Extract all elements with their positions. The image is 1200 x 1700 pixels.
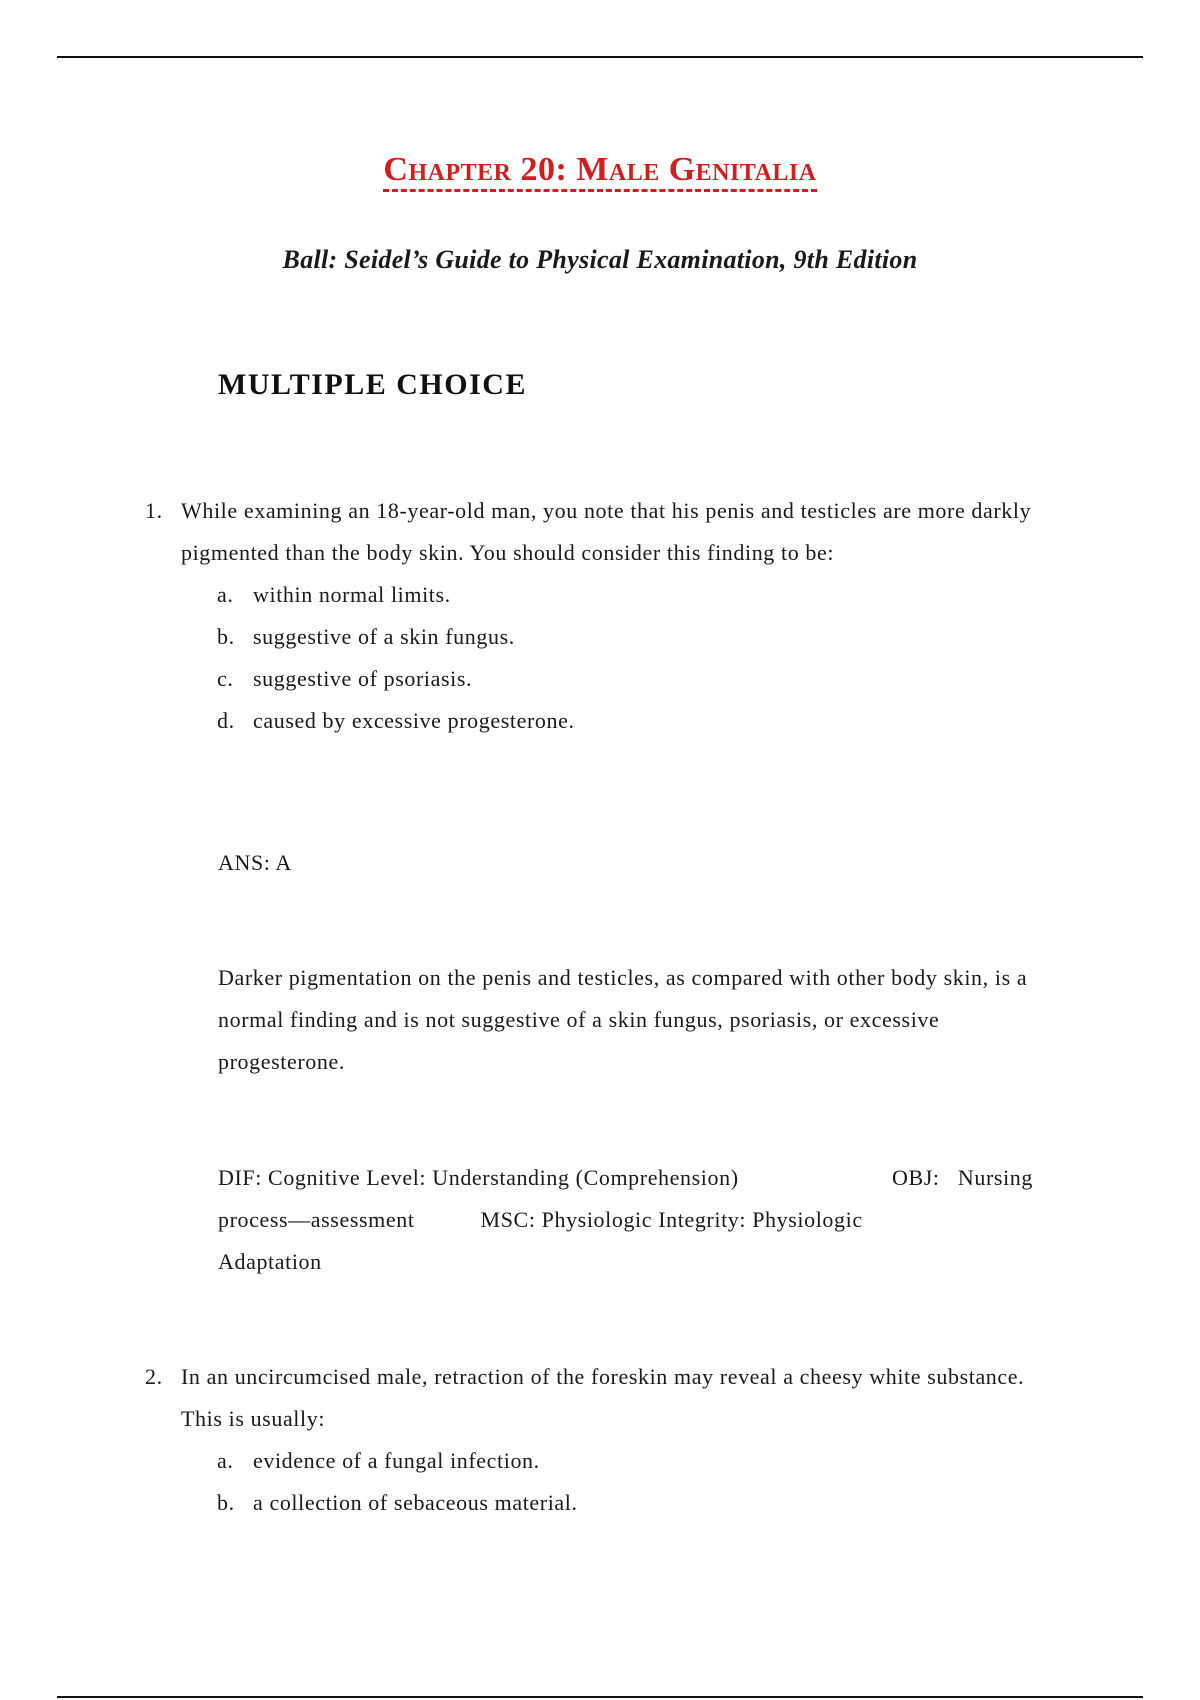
chapter-title-text: Chapter 20: Male Genitalia xyxy=(383,151,816,192)
book-subtitle: Ball: Seidel’s Guide to Physical Examination, 9th Edition xyxy=(282,245,918,274)
option-letter: d. xyxy=(217,708,235,733)
bottom-rule xyxy=(57,1696,1143,1698)
top-rule xyxy=(57,56,1143,58)
metadata-line xyxy=(218,1157,1033,1199)
question-number: 2. xyxy=(145,1364,163,1389)
answer-options xyxy=(145,1440,1045,1524)
option-letter: b. xyxy=(217,1490,235,1515)
option-letter: a. xyxy=(217,582,234,607)
option-text: within normal limits. xyxy=(253,582,451,607)
msc-category: MSC: Physiologic Integrity: Physiologic xyxy=(480,1207,863,1232)
option-letter: c. xyxy=(217,666,234,691)
answer-key: ANS: A xyxy=(218,850,292,875)
objective-value: Nursing xyxy=(957,1165,1033,1190)
option-c xyxy=(145,658,1045,700)
option-letter: a. xyxy=(217,1448,234,1473)
option-text: caused by excessive progesterone. xyxy=(253,708,575,733)
question-stem: While examining an 18-year-old man, you note that his penis and testicles are more darkly pigmented than the body skin. You should consider this finding to be: xyxy=(181,498,1032,565)
option-b xyxy=(145,616,1045,658)
question-stem: In an uncircumcised male, retraction of the foreskin may reveal a cheesy white substance. This is usually: xyxy=(181,1364,1025,1431)
option-text: suggestive of a skin fungus. xyxy=(253,624,515,649)
option-d xyxy=(145,700,1045,742)
difficulty: DIF: Cognitive Level: Understanding (Comprehension) xyxy=(218,1165,739,1190)
option-text: a collection of sebaceous material. xyxy=(253,1490,578,1515)
question-2 xyxy=(145,1356,1045,1524)
rationale: Darker pigmentation on the penis and testicles, as compared with other body skin, is a normal finding and is not suggestive of a skin fungus, psoriasis, or excessive progesterone. xyxy=(218,965,1028,1074)
metadata-line xyxy=(218,1199,1033,1241)
objective-label: OBJ: xyxy=(891,1165,940,1190)
option-b xyxy=(145,1482,1045,1524)
chapter-title xyxy=(0,148,1200,192)
option-text: suggestive of psoriasis. xyxy=(253,666,473,691)
option-letter: b. xyxy=(217,624,235,649)
option-a xyxy=(145,1440,1045,1482)
objective-value-rest: process—assessment xyxy=(218,1207,415,1232)
answer-options xyxy=(145,574,1045,742)
question-metadata xyxy=(218,1157,1033,1283)
section-heading: MULTIPLE CHOICE xyxy=(218,368,527,401)
question-1 xyxy=(145,490,1045,742)
msc-category-rest: Adaptation xyxy=(218,1249,322,1274)
option-a xyxy=(145,574,1045,616)
option-text: evidence of a fungal infection. xyxy=(253,1448,540,1473)
question-number: 1. xyxy=(145,498,163,523)
